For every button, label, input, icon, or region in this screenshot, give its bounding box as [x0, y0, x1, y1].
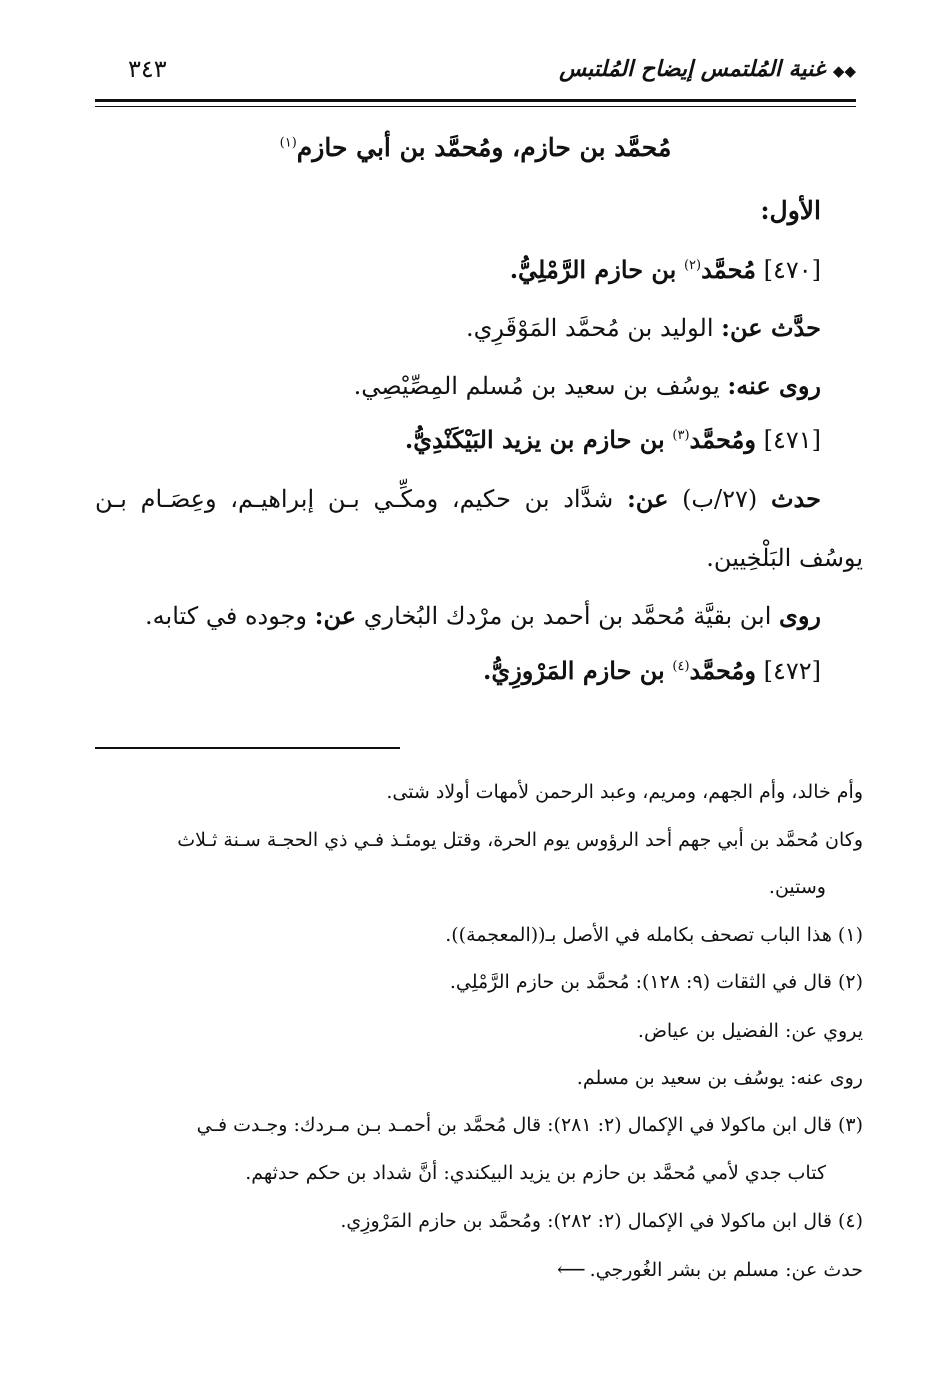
header-rule-thick: [95, 99, 856, 102]
entry-472: [483, 656, 821, 685]
text: ابن بقيَّة مُحمَّد بن أحمد بن مرْدك البُخاري: [363, 602, 772, 630]
footnote-ref: (٢): [683, 258, 702, 273]
entry-471: [405, 425, 821, 454]
footnote-ref: (٤): [672, 659, 690, 674]
label: روى عنه:: [727, 371, 821, 400]
entry-number: [٤٧٢]: [763, 657, 821, 685]
footnote-2-line-2: يروي عن: الفضيل بن عياض.: [637, 1020, 863, 1042]
footnote-4-line-2: [557, 1257, 863, 1281]
haddatha-line-2: [95, 484, 821, 513]
label: حدث: [770, 484, 821, 513]
text: حدث عن: مسلم بن بشر الغُورجي.: [589, 1259, 863, 1281]
footnote-ref: (١): [279, 135, 297, 151]
entry-name-rest: بن حازم المَرْوزِيُّ.: [483, 656, 665, 685]
book-title: غنية المُلتمس إيضاح المُلتبس: [559, 56, 826, 82]
entry-470: [510, 255, 821, 284]
entry-number: [٤٧٠]: [763, 256, 821, 284]
label: عن:: [314, 601, 357, 630]
entry-number: [٤٧١]: [763, 426, 821, 454]
diamond-ornament-icon: ◆◆: [832, 62, 856, 80]
entry-name: ومُحمَّد: [689, 656, 756, 685]
text: وجوده في كتابه.: [145, 602, 308, 630]
label: عن:: [626, 484, 669, 513]
running-header: [559, 56, 856, 82]
folio-ref: (٢٧/ب): [682, 485, 758, 513]
footnote-continuation-2: وكان مُحمَّد بن أبي جهم أحد الرؤوس يوم الحرة، وقتل يومئـذ فـي ذي الحجـة سـنة ثـلاث: [177, 829, 863, 851]
header-rule-thin: [95, 106, 856, 107]
footnote-2-line-3: روى عنه: يوسُف بن سعيد بن مسلم.: [576, 1067, 863, 1089]
footnote-separator: [95, 747, 400, 749]
footnote-4: (٤) قال ابن ماكولا في الإكمال (٢: ٢٨٢): ومُحمَّد بن حازم المَرْوزِي.: [340, 1210, 863, 1232]
entry-name: ومُحمَّد: [689, 425, 756, 454]
footnote-2: (٢) قال في الثقات (٩: ١٢٨): مُحمَّد بن حازم الرَّمْلِي.: [449, 971, 863, 993]
footnote-continuation-1: وأم خالد، وأم الجهم، ومريم، وعبد الرحمن لأمهات أولاد شتى.: [386, 781, 863, 803]
entry-name-rest: بن حازم الرَّمْلِيُّ.: [509, 255, 677, 284]
footnote-ref: (٣): [672, 428, 690, 443]
text: يوسُف بن سعيد بن مُسلم المِصِّيْصِي.: [353, 372, 720, 400]
footnote-continuation-2b: وستين.: [768, 876, 826, 898]
entry-name-rest: بن حازم بن يزيد البَيْكَنْدِيُّ.: [404, 425, 665, 454]
page-number: ٣٤٣: [128, 55, 167, 83]
continuation-arrow-icon: ⟵: [556, 1257, 586, 1281]
rawa-line-2: [145, 601, 821, 630]
haddatha-line-2-cont: يوسُف البَلْخِيين.: [706, 544, 863, 572]
entry-name: مُحمَّد: [701, 255, 756, 284]
footnote-3: (٣) قال ابن ماكولا في الإكمال (٢: ٢٨١): قال مُحمَّد بن أحمـد بـن مـردك: وجـدت فـي: [196, 1114, 863, 1136]
first-label: الأول:: [760, 196, 821, 225]
section-title: مُحمَّد بن حازم، ومُحمَّد بن أبي حازم$^{(١)}$: [279, 133, 672, 162]
footnote-1: (١) هذا الباب تصحف بكامله في الأصل بـ((المعجمة)).: [445, 924, 863, 946]
label: روى: [779, 601, 821, 630]
haddatha-line-1: [466, 313, 821, 342]
rawa-line-1: [354, 371, 821, 400]
footnote-3-line-2: كتاب جدي لأمي مُحمَّد بن حازم بن يزيد البيكندي: أنَّ شداد بن حكم حدثهم.: [245, 1162, 826, 1184]
text: شدَّاد بن حكيم، ومكِّـي بـن إبراهيـم، وعِصَـام بـن: [95, 485, 614, 513]
label: حدَّث عن:: [721, 313, 821, 342]
text: الوليد بن مُحمَّد المَوْقَرِي.: [465, 314, 714, 342]
